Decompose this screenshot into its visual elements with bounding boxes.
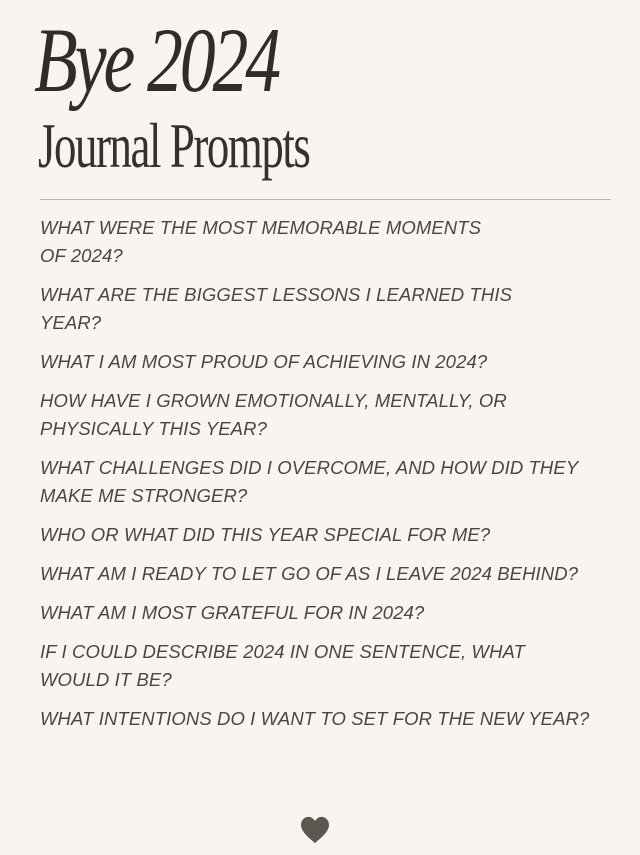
prompt-line: WHO OR WHAT DID THIS YEAR SPECIAL FOR ME? [40, 524, 491, 545]
prompt-line: OF 2024? [40, 245, 123, 266]
prompt-item [40, 454, 636, 510]
prompt-item [40, 214, 636, 270]
prompt-item [40, 521, 636, 549]
prompt-line: WHAT AM I READY TO LET GO OF AS I LEAVE 2024 BEHIND? [40, 563, 579, 584]
prompt-list [40, 214, 636, 744]
page-title: Bye 2024 [34, 9, 279, 111]
prompt-line: WHAT I AM MOST PROUD OF ACHIEVING IN 2024? [40, 351, 488, 372]
prompt-line: HOW HAVE I GROWN EMOTIONALLY, MENTALLY, OR [40, 390, 507, 411]
prompt-line: WHAT WERE THE MOST MEMORABLE MOMENTS [40, 217, 482, 238]
prompt-line: PHYSICALLY THIS YEAR? [40, 418, 267, 439]
prompt-line: IF I COULD DESCRIBE 2024 IN ONE SENTENCE, WHAT [40, 641, 526, 662]
page-subtitle: Journal Prompts [38, 110, 310, 181]
prompt-item [40, 599, 636, 627]
prompt-line: WHAT ARE THE BIGGEST LESSONS I LEARNED THIS [40, 284, 513, 305]
prompt-line: WOULD IT BE? [40, 669, 172, 690]
prompt-line: WHAT CHALLENGES DID I OVERCOME, AND HOW DID THEY [40, 457, 579, 478]
prompt-item [40, 560, 636, 588]
prompt-item [40, 705, 636, 733]
title-divider [40, 199, 611, 200]
prompt-item [40, 638, 636, 694]
heart-icon [300, 816, 330, 844]
prompt-line: YEAR? [40, 312, 102, 333]
prompt-line: WHAT INTENTIONS DO I WANT TO SET FOR THE NEW YEAR? [40, 708, 590, 729]
prompt-item [40, 387, 636, 443]
prompt-line: MAKE ME STRONGER? [40, 485, 248, 506]
prompt-line: WHAT AM I MOST GRATEFUL FOR IN 2024? [40, 602, 425, 623]
prompt-item [40, 281, 636, 337]
prompt-item [40, 348, 636, 376]
